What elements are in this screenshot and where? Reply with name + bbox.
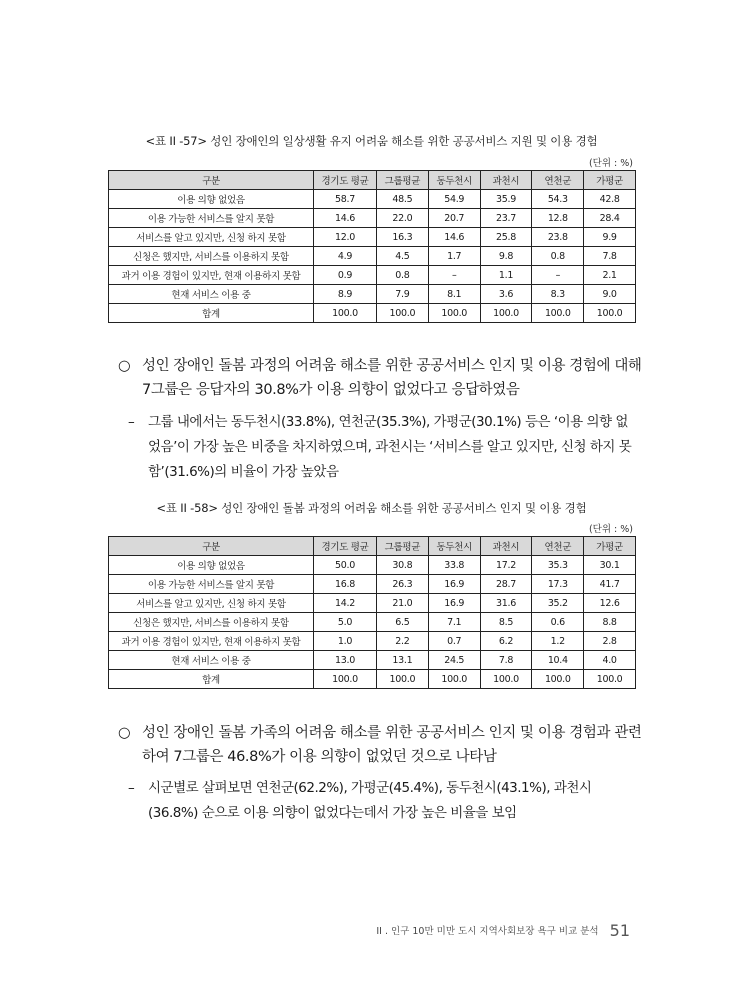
row-label: 과거 이용 경험이 있지만, 현재 이용하지 못함: [109, 266, 314, 285]
row-label: 과거 이용 경험이 있지만, 현재 이용하지 못함: [109, 632, 314, 651]
table-cell: 8.9: [314, 285, 377, 304]
table-cell: 100.0: [428, 670, 480, 689]
table-cell: 8.1: [428, 285, 480, 304]
table-cell: 24.5: [428, 651, 480, 670]
table-cell: 22.0: [377, 209, 429, 228]
table-cell: 21.0: [377, 594, 429, 613]
table-cell: 58.7: [314, 190, 377, 209]
table-cell: 35.3: [532, 556, 584, 575]
bullet-dash: –: [128, 780, 135, 796]
subpoint-1-text: 그룹 내에서는 동두천시(33.8%), 연천군(35.3%), 가평군(30.1%) 등은 ‘이용 의향 없었음’이 가장 높은 비중을 차지하였으며, 과천시는 ‘서비스를 알고 있지만, 신청 하지 못함’(31.6%)의 비율이 가장 높았음: [148, 414, 632, 480]
table-cell: 2.1: [584, 266, 636, 285]
table-cell: 30.8: [377, 556, 429, 575]
table-cell: 42.8: [584, 190, 636, 209]
table-cell: 4.9: [314, 247, 377, 266]
table-cell: 10.4: [532, 651, 584, 670]
table2-caption: <표 II -58> 성인 장애인 돌봄 과정의 어려움 해소를 위한 공공서비스 인지 및 이용 경험: [156, 501, 587, 515]
table-cell: 100.0: [377, 670, 429, 689]
column-header: 동두천시: [428, 171, 480, 190]
table-cell: 13.0: [314, 651, 377, 670]
table-cell: 100.0: [314, 670, 377, 689]
subpoint-1: [128, 410, 638, 485]
row-label: 이용 가능한 서비스를 알지 못함: [109, 209, 314, 228]
table-cell: 100.0: [584, 304, 636, 323]
row-label: 신청은 했지만, 서비스를 이용하지 못함: [109, 247, 314, 266]
page-number: 51: [609, 921, 630, 940]
subpoint-2: [128, 776, 638, 826]
table-cell: 100.0: [532, 670, 584, 689]
table1: [108, 170, 636, 323]
column-header: 과천시: [480, 171, 532, 190]
table-cell: 54.9: [428, 190, 480, 209]
table-cell: 0.6: [532, 613, 584, 632]
row-label: 현재 서비스 이용 중: [109, 285, 314, 304]
table1-unit: (단위 : %): [588, 158, 633, 169]
table-row: [109, 670, 636, 689]
row-label: 서비스를 알고 있지만, 신청 하지 못함: [109, 594, 314, 613]
table-row: [109, 575, 636, 594]
table-cell: 3.6: [480, 285, 532, 304]
table-cell: 100.0: [314, 304, 377, 323]
table-cell: 12.6: [584, 594, 636, 613]
column-header: 구분: [109, 537, 314, 556]
table2: [108, 536, 636, 689]
table-cell: 100.0: [480, 670, 532, 689]
table-cell: 100.0: [532, 304, 584, 323]
table-cell: 16.8: [314, 575, 377, 594]
table-cell: 23.8: [532, 228, 584, 247]
table-cell: 17.3: [532, 575, 584, 594]
table-cell: 16.3: [377, 228, 429, 247]
table-cell: 2.2: [377, 632, 429, 651]
row-label: 합계: [109, 304, 314, 323]
table-cell: 100.0: [377, 304, 429, 323]
table-cell: 35.9: [480, 190, 532, 209]
column-header: 동두천시: [428, 537, 480, 556]
table-cell: 31.6: [480, 594, 532, 613]
table-cell: 20.7: [428, 209, 480, 228]
column-header: 경기도 평균: [314, 537, 377, 556]
table-cell: 54.3: [532, 190, 584, 209]
column-header: 그룹평균: [377, 171, 429, 190]
table-cell: 9.8: [480, 247, 532, 266]
table-cell: 50.0: [314, 556, 377, 575]
table1-header-row: [109, 171, 636, 190]
table-cell: 12.8: [532, 209, 584, 228]
bullet-circle: ○: [118, 358, 131, 374]
table-row: [109, 613, 636, 632]
table-cell: –: [428, 266, 480, 285]
table-row: [109, 556, 636, 575]
column-header: 그룹평균: [377, 537, 429, 556]
table-cell: 8.3: [532, 285, 584, 304]
page-footer: [350, 921, 630, 940]
table-cell: 23.7: [480, 209, 532, 228]
table2-header-row: [109, 537, 636, 556]
table-cell: 7.9: [377, 285, 429, 304]
table-cell: 7.8: [480, 651, 532, 670]
row-label: 이용 의향 없었음: [109, 556, 314, 575]
table-row: [109, 228, 636, 247]
table-cell: 5.0: [314, 613, 377, 632]
table-row: [109, 247, 636, 266]
table-cell: 100.0: [428, 304, 480, 323]
row-label: 현재 서비스 이용 중: [109, 651, 314, 670]
table-row: [109, 632, 636, 651]
bullet-circle: ○: [118, 725, 131, 741]
table-cell: 0.8: [377, 266, 429, 285]
column-header: 경기도 평균: [314, 171, 377, 190]
table-cell: 7.8: [584, 247, 636, 266]
table-cell: –: [532, 266, 584, 285]
column-header: 과천시: [480, 537, 532, 556]
subpoint-2-text: 시군별로 살펴보면 연천군(62.2%), 가평군(45.4%), 동두천시(43.1%), 과천시(36.8%) 순으로 이용 의향이 없었다는데서 가장 높은 비율을 보임: [148, 780, 592, 821]
paragraph-2: [118, 721, 648, 769]
table1-caption: <표 II -57> 성인 장애인의 일상생활 유지 어려움 해소를 위한 공공서비스 지원 및 이용 경험: [145, 134, 598, 148]
row-label: 서비스를 알고 있지만, 신청 하지 못함: [109, 228, 314, 247]
table-row: [109, 285, 636, 304]
table-cell: 1.2: [532, 632, 584, 651]
table-cell: 1.7: [428, 247, 480, 266]
table-cell: 14.6: [314, 209, 377, 228]
table-row: [109, 190, 636, 209]
table-cell: 2.8: [584, 632, 636, 651]
table-cell: 16.9: [428, 594, 480, 613]
table-cell: 26.3: [377, 575, 429, 594]
table-row: [109, 266, 636, 285]
row-label: 이용 가능한 서비스를 알지 못함: [109, 575, 314, 594]
table-cell: 14.2: [314, 594, 377, 613]
table-cell: 8.5: [480, 613, 532, 632]
table-row: [109, 304, 636, 323]
table-cell: 100.0: [480, 304, 532, 323]
table-cell: 1.1: [480, 266, 532, 285]
table-cell: 17.2: [480, 556, 532, 575]
table-cell: 48.5: [377, 190, 429, 209]
table-cell: 0.7: [428, 632, 480, 651]
column-header: 연천군: [532, 171, 584, 190]
table-cell: 35.2: [532, 594, 584, 613]
paragraph-1-text: 성인 장애인 돌봄 과정의 어려움 해소를 위한 공공서비스 인지 및 이용 경험에 대해 7그룹은 응답자의 30.8%가 이용 의향이 없었다고 응답하였음: [142, 358, 642, 398]
running-title: II . 인구 10만 미만 도시 지역사회보장 욕구 비교 분석: [376, 926, 599, 937]
table-cell: 30.1: [584, 556, 636, 575]
column-header: 연천군: [532, 537, 584, 556]
table-cell: 0.9: [314, 266, 377, 285]
table-cell: 0.8: [532, 247, 584, 266]
table-cell: 1.0: [314, 632, 377, 651]
table-cell: 4.5: [377, 247, 429, 266]
table-cell: 28.4: [584, 209, 636, 228]
table-row: [109, 209, 636, 228]
bullet-dash: –: [128, 414, 135, 430]
table2-unit: (단위 : %): [588, 524, 633, 535]
table-cell: 4.0: [584, 651, 636, 670]
table-cell: 8.8: [584, 613, 636, 632]
table-row: [109, 594, 636, 613]
row-label: 이용 의향 없었음: [109, 190, 314, 209]
table-cell: 6.2: [480, 632, 532, 651]
table-cell: 16.9: [428, 575, 480, 594]
table-row: [109, 651, 636, 670]
column-header: 가평군: [584, 171, 636, 190]
table-cell: 7.1: [428, 613, 480, 632]
column-header: 가평군: [584, 537, 636, 556]
table-cell: 100.0: [584, 670, 636, 689]
table-cell: 9.9: [584, 228, 636, 247]
table-cell: 28.7: [480, 575, 532, 594]
table-cell: 6.5: [377, 613, 429, 632]
table-cell: 33.8: [428, 556, 480, 575]
row-label: 합계: [109, 670, 314, 689]
table-cell: 25.8: [480, 228, 532, 247]
paragraph-1: [118, 354, 648, 402]
table-cell: 12.0: [314, 228, 377, 247]
table-cell: 9.0: [584, 285, 636, 304]
row-label: 신청은 했지만, 서비스를 이용하지 못함: [109, 613, 314, 632]
table-cell: 41.7: [584, 575, 636, 594]
column-header: 구분: [109, 171, 314, 190]
table-cell: 13.1: [377, 651, 429, 670]
paragraph-2-text: 성인 장애인 돌봄 가족의 어려움 해소를 위한 공공서비스 인지 및 이용 경험과 관련하여 7그룹은 46.8%가 이용 의향이 없었던 것으로 나타남: [142, 725, 642, 765]
table-cell: 14.6: [428, 228, 480, 247]
